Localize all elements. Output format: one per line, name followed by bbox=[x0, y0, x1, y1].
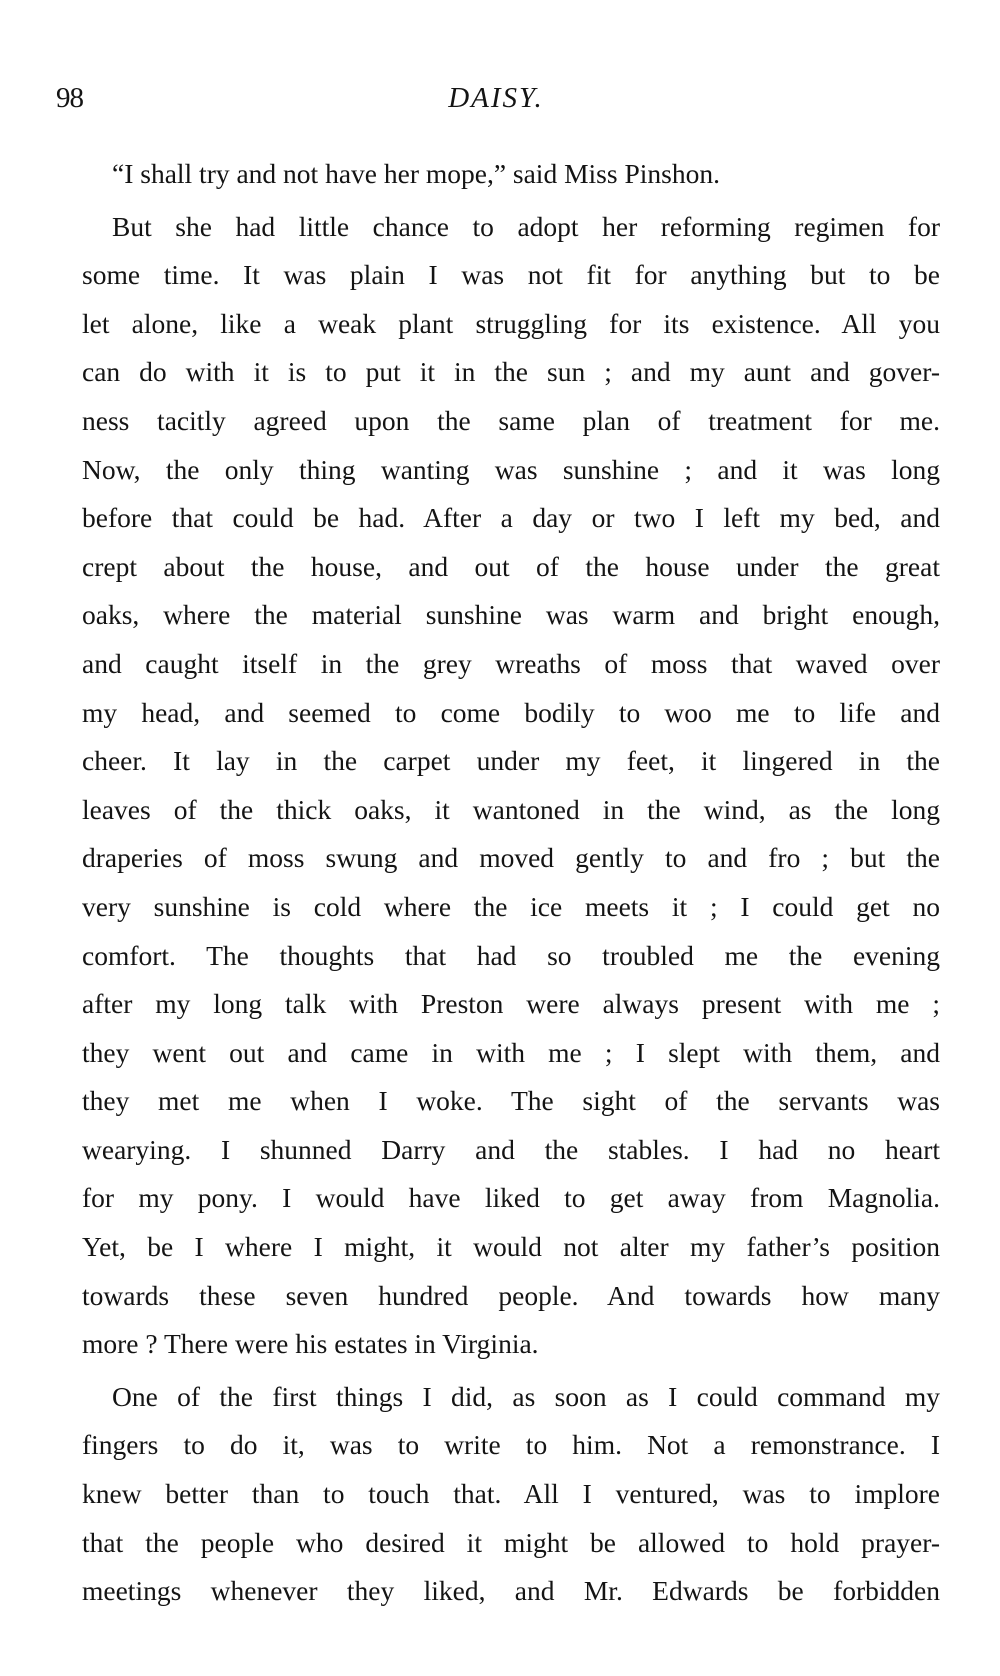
text-line: draperies of moss swung and moved gently to and fro ; but the bbox=[82, 842, 940, 874]
page-number: 98 bbox=[56, 82, 83, 114]
text-line: One of the first things I did, as soon as I could command my bbox=[112, 1380, 940, 1412]
text-line: ness tacitly agreed upon the same plan of treatment for me. bbox=[82, 404, 940, 436]
text-line: wearying. I shunned Darry and the stables. I had no heart bbox=[82, 1133, 940, 1165]
text-line: some time. It was plain I was not fit for anything but to be bbox=[82, 259, 940, 291]
text-line: towards these seven hundred people. And towards how many bbox=[82, 1279, 940, 1311]
text-line: can do with it is to put it in the sun ; and my aunt and gover- bbox=[82, 356, 940, 388]
text-line: and caught itself in the grey wreaths of moss that waved over bbox=[82, 647, 940, 679]
text-line: “I shall try and not have her mope,” said Miss Pinshon. bbox=[112, 158, 720, 189]
text-line: let alone, like a weak plant struggling for its existence. All you bbox=[82, 307, 940, 339]
running-head bbox=[56, 82, 936, 122]
text-line: knew better than to touch that. All I ventured, was to implore bbox=[82, 1478, 940, 1510]
paragraph-3 bbox=[52, 1373, 940, 1616]
text-line: after my long talk with Preston were always present with me ; bbox=[82, 988, 940, 1020]
text-line: But she had little chance to adopt her reforming regimen for bbox=[112, 210, 940, 242]
text-line: Now, the only thing wanting was sunshine ; and it was long bbox=[82, 453, 940, 485]
text-line: more ? There were his estates in Virginia. bbox=[82, 1328, 539, 1360]
text-line: meetings whenever they liked, and Mr. Edwards be forbidden bbox=[82, 1575, 940, 1607]
text-line: crept about the house, and out of the house under the great bbox=[82, 550, 940, 582]
text-line: cheer. It lay in the carpet under my feet, it lingered in the bbox=[82, 745, 940, 777]
text-line: oaks, where the material sunshine was warm and bright enough, bbox=[82, 599, 940, 631]
paragraph-1 bbox=[52, 150, 940, 199]
text-line: before that could be had. After a day or two I left my bed, and bbox=[82, 502, 940, 534]
text-line: they went out and came in with me ; I slept with them, and bbox=[82, 1036, 940, 1068]
text-line: they met me when I woke. The sight of the servants was bbox=[82, 1085, 940, 1117]
text-line: comfort. The thoughts that had so troubled me the evening bbox=[82, 939, 940, 971]
text-line: fingers to do it, was to write to him. Not a remonstrance. I bbox=[82, 1429, 940, 1461]
body-text bbox=[52, 150, 940, 1620]
text-line: for my pony. I would have liked to get away from Magnolia. bbox=[82, 1182, 940, 1214]
text-line: leaves of the thick oaks, it wantoned in the wind, as the long bbox=[82, 793, 940, 825]
text-line: very sunshine is cold where the ice meets it ; I could get no bbox=[82, 890, 940, 922]
text-line: that the people who desired it might be allowed to hold prayer- bbox=[82, 1526, 940, 1558]
running-title: DAISY. bbox=[448, 82, 544, 114]
text-line: my head, and seemed to come bodily to woo me to life and bbox=[82, 696, 940, 728]
text-line: Yet, be I where I might, it would not alter my father’s position bbox=[82, 1231, 940, 1263]
paragraph-2 bbox=[52, 203, 940, 1369]
